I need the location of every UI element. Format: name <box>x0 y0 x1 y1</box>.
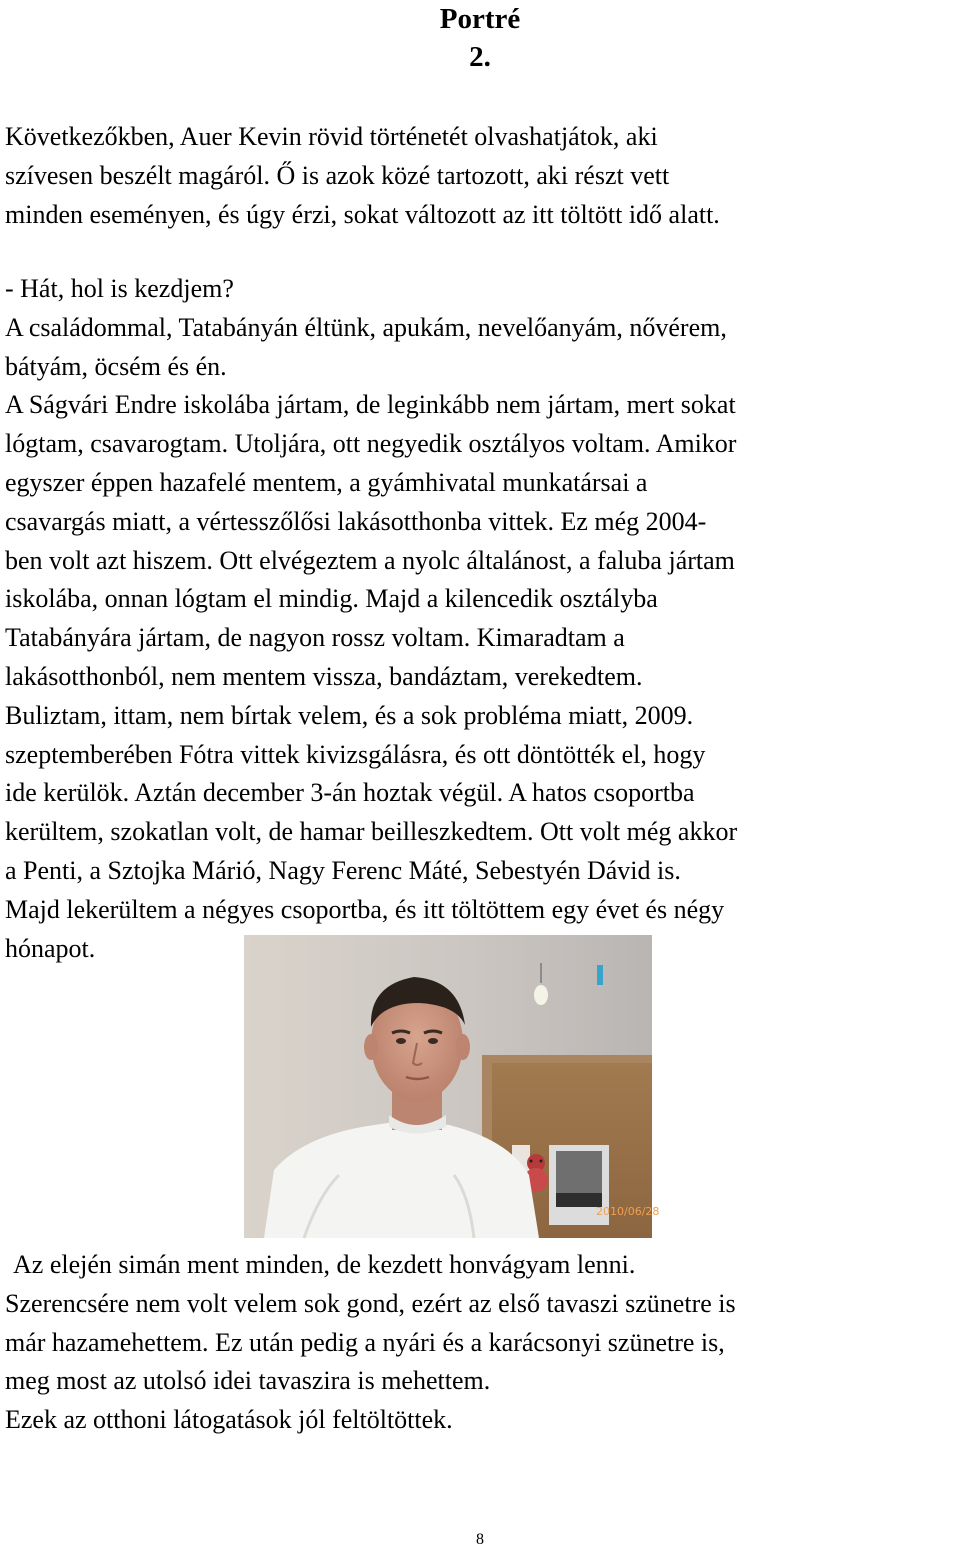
text-line: iskolába, onnan lógtam el mindig. Majd a kilencedik osztályba <box>5 584 658 614</box>
text-line: Tatabányára jártam, de nagyon rossz voltam. Kimaradtam a <box>5 623 625 653</box>
text-line: A családommal, Tatabányán éltünk, apukám, nevelőanyám, nővérem, <box>5 312 727 342</box>
text-line: ben volt azt hiszem. Ott elvégeztem a nyolc általánost, a faluba jártam <box>5 545 735 575</box>
closing-paragraph <box>5 1246 955 1440</box>
text-line: - Hát, hol is kezdjem? <box>5 274 234 303</box>
text-line: a Penti, a Sztojka Márió, Nagy Ferenc Máté, Sebestyén Dávid is. <box>5 855 681 885</box>
text-line: már hazamehettem. Ez után pedig a nyári és a karácsonyi szünetre is, <box>5 1327 725 1357</box>
text-line: Majd lekerültem a négyes csoportba, és itt töltöttem egy évet és négy <box>5 894 725 924</box>
text-line: bátyám, öcsém és én. <box>5 351 227 381</box>
page-number: 8 <box>476 1531 484 1548</box>
text-line: lakásotthonból, nem mentem vissza, bandáztam, verekedtem. <box>5 661 643 691</box>
title-line-2: 2. <box>469 41 491 73</box>
text-line: csavargás miatt, a vértesszőlősi lakásotthonba vittek. Ez még 2004- <box>5 506 707 536</box>
page-title <box>0 0 960 76</box>
text-line: ide kerülök. Aztán december 3-án hoztak végül. A hatos csoportba <box>5 778 695 808</box>
text-line: Ezek az otthoni látogatások jól feltöltöttek. <box>5 1405 453 1435</box>
text-line: kerültem, szokatlan volt, de hamar beilleszkedtem. Ott volt még akkor <box>5 817 738 847</box>
text-line: minden eseményen, és úgy érzi, sokat változott az itt töltött idő alatt. <box>5 200 720 229</box>
title-line-1: Portré <box>439 3 521 35</box>
text-line: szeptemberében Fótra vittek kivizsgálásra, és ott döntötték el, hogy <box>5 739 706 769</box>
text-line: Következőkben, Auer Kevin rövid történetét olvashatjátok, aki <box>5 122 658 151</box>
intro-paragraph <box>5 117 955 234</box>
story-paragraph <box>5 270 955 968</box>
portrait-photo <box>244 935 660 1238</box>
text-line: meg most az utolsó idei tavaszira is mehettem. <box>5 1366 491 1396</box>
text-line: Az elején simán ment minden, de kezdett honvágyam lenni. <box>13 1250 636 1279</box>
text-line: egyszer éppen hazafelé mentem, a gyámhivatal munkatársai a <box>5 467 648 497</box>
text-line: szívesen beszélt magáról. Ő is azok közé tartozott, aki részt vett <box>5 161 670 190</box>
photo-date-stamp: 2010/06/28 <box>596 1205 660 1218</box>
text-line: A Ságvári Endre iskolába jártam, de leginkább nem jártam, mert sokat <box>5 390 736 420</box>
text-line: hónapot. <box>5 933 96 963</box>
text-line: lógtam, csavarogtam. Utoljára, ott negyedik osztályos voltam. Amikor <box>5 429 737 459</box>
portrait-photo-drawing <box>244 935 660 1238</box>
text-line: Szerencsére nem volt velem sok gond, ezért az első tavaszi szünetre is <box>5 1288 736 1318</box>
text-line: Buliztam, ittam, nem bírtak velem, és a sok probléma miatt, 2009. <box>5 700 694 730</box>
